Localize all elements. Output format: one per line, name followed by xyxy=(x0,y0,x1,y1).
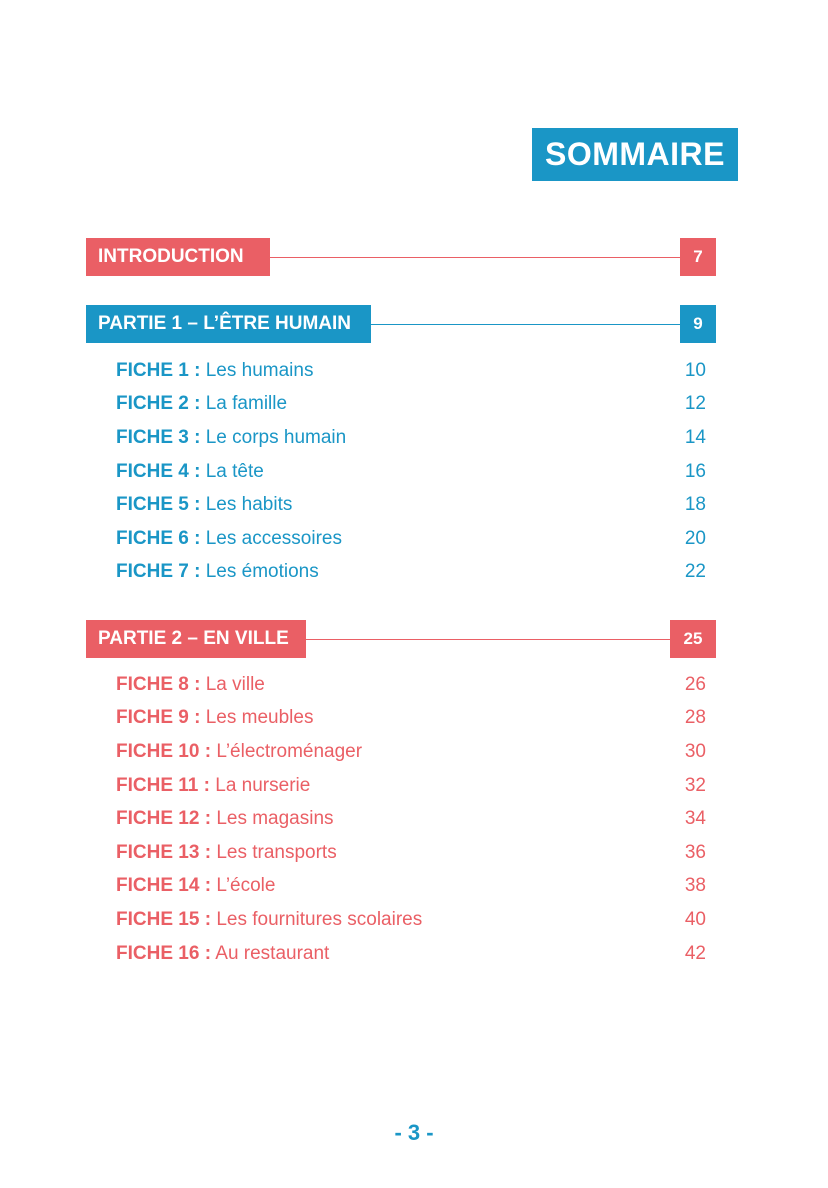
toc-entry[interactable] xyxy=(116,802,706,836)
entry-page-number: 16 xyxy=(684,460,706,482)
toc-entry[interactable] xyxy=(116,769,706,803)
fiche-number: FICHE 14 : xyxy=(116,875,212,897)
leader-line xyxy=(306,639,670,640)
fiche-title: Les accessoires xyxy=(205,527,342,549)
fiche-title: La tête xyxy=(205,460,264,482)
entry-page-number: 30 xyxy=(684,740,706,762)
toc-entry[interactable] xyxy=(116,354,706,388)
fiche-number: FICHE 5 : xyxy=(116,494,201,516)
fiche-number: FICHE 3 : xyxy=(116,426,201,448)
section-label: PARTIE 2 – EN VILLE xyxy=(86,620,306,658)
fiche-number: FICHE 12 : xyxy=(116,808,212,830)
fiche-title: Les meubles xyxy=(205,707,314,729)
entry-page-number: 18 xyxy=(684,494,706,516)
entry-page-number: 22 xyxy=(684,561,706,583)
section-label: PARTIE 1 – L’ÊTRE HUMAIN xyxy=(86,305,371,343)
fiche-number: FICHE 4 : xyxy=(116,460,201,482)
fiche-title: La ville xyxy=(205,673,265,695)
fiche-title: Les émotions xyxy=(205,561,319,583)
page-number: - 3 - xyxy=(394,1120,434,1145)
section-page-number: 9 xyxy=(680,305,716,343)
fiche-title: La nurserie xyxy=(215,774,311,796)
leader-line xyxy=(371,324,680,325)
fiche-number: FICHE 6 : xyxy=(116,527,201,549)
fiche-number: FICHE 2 : xyxy=(116,393,201,415)
page-title: SOMMAIRE xyxy=(532,128,738,181)
toc-entry[interactable] xyxy=(116,735,706,769)
fiche-title: Les fournitures scolaires xyxy=(216,908,423,930)
fiche-number: FICHE 7 : xyxy=(116,561,201,583)
fiche-number: FICHE 13 : xyxy=(116,841,212,863)
leader-line xyxy=(270,257,680,258)
entry-page-number: 14 xyxy=(684,426,706,448)
toc-entry[interactable] xyxy=(116,488,706,522)
part-1-entries xyxy=(116,354,706,589)
entry-page-number: 26 xyxy=(684,673,706,695)
entry-page-number: 38 xyxy=(684,875,706,897)
toc-entry[interactable] xyxy=(116,836,706,870)
entry-page-number: 20 xyxy=(684,527,706,549)
entry-page-number: 36 xyxy=(684,841,706,863)
section-introduction[interactable] xyxy=(86,238,716,276)
toc-entry[interactable] xyxy=(116,556,706,590)
fiche-number: FICHE 16 : xyxy=(116,942,212,964)
entry-page-number: 40 xyxy=(684,908,706,930)
fiche-number: FICHE 10 : xyxy=(116,740,212,762)
toc-entry[interactable] xyxy=(116,702,706,736)
toc-entry[interactable] xyxy=(116,455,706,489)
fiche-number: FICHE 1 : xyxy=(116,359,201,381)
section-page-number: 25 xyxy=(670,620,716,658)
entry-page-number: 42 xyxy=(684,942,706,964)
fiche-title: Les humains xyxy=(205,359,314,381)
entry-page-number: 12 xyxy=(684,393,706,415)
fiche-number: FICHE 11 : xyxy=(116,774,210,796)
toc-entry[interactable] xyxy=(116,388,706,422)
fiche-title: Les transports xyxy=(216,841,337,863)
entry-page-number: 34 xyxy=(684,808,706,830)
entry-page-number: 10 xyxy=(684,359,706,381)
fiche-number: FICHE 8 : xyxy=(116,673,201,695)
section-page-number: 7 xyxy=(680,238,716,276)
fiche-number: FICHE 9 : xyxy=(116,707,201,729)
toc-entry[interactable] xyxy=(116,870,706,904)
fiche-title: La famille xyxy=(205,393,288,415)
entry-page-number: 28 xyxy=(684,707,706,729)
section-label: INTRODUCTION xyxy=(86,238,270,276)
fiche-title: Le corps humain xyxy=(205,426,347,448)
section-part-1[interactable] xyxy=(86,305,716,343)
fiche-title: L’école xyxy=(216,875,276,897)
fiche-title: Les habits xyxy=(205,494,293,516)
section-part-2[interactable] xyxy=(86,620,716,658)
fiche-title: Au restaurant xyxy=(215,942,330,964)
toc-entry[interactable] xyxy=(116,668,706,702)
fiche-number: FICHE 15 : xyxy=(116,908,212,930)
fiche-title: L’électroménager xyxy=(216,740,363,762)
toc-entry[interactable] xyxy=(116,903,706,937)
fiche-title: Les magasins xyxy=(216,808,334,830)
toc-entry[interactable] xyxy=(116,937,706,971)
toc-entry[interactable] xyxy=(116,421,706,455)
part-2-entries xyxy=(116,668,706,970)
toc-entry[interactable] xyxy=(116,522,706,556)
entry-page-number: 32 xyxy=(684,774,706,796)
